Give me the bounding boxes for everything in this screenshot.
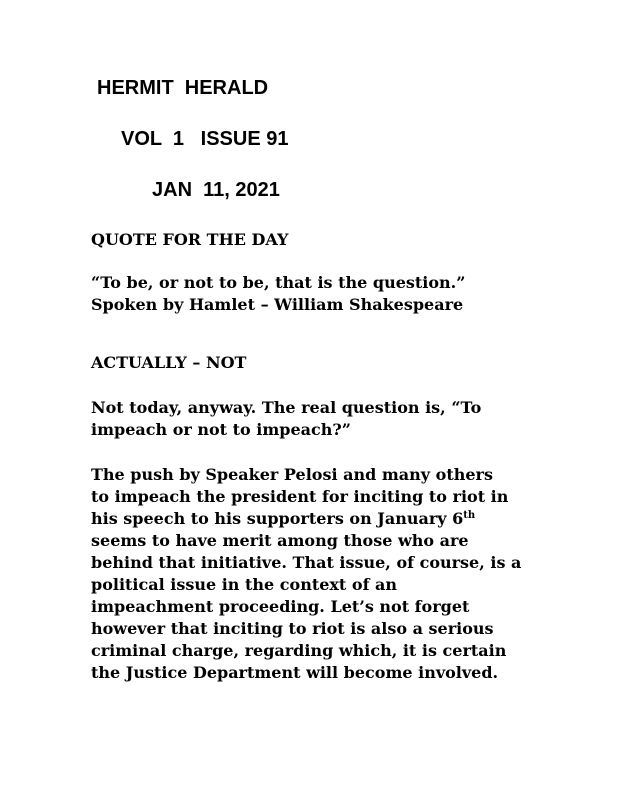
article-paragraph bbox=[91, 464, 561, 684]
quote-heading: QUOTE FOR THE DAY bbox=[91, 230, 289, 249]
article-line: to impeach the president for inciting to riot in bbox=[91, 487, 509, 506]
article-line: impeachment proceeding. Let’s not forget bbox=[91, 597, 470, 616]
article-line: seems to have merit among those who are bbox=[91, 531, 469, 550]
section-heading: ACTUALLY – NOT bbox=[91, 353, 247, 372]
quote-attribution: Spoken by Hamlet – William Shakespeare bbox=[91, 295, 464, 314]
article-line: however that inciting to riot is also a serious bbox=[91, 619, 494, 638]
article-line: his speech to his supporters on January 6 bbox=[91, 509, 464, 528]
article-line: behind that initiative. That issue, of course, is a bbox=[91, 553, 522, 572]
masthead-title: HERMIT HERALD bbox=[97, 77, 269, 99]
article-line-with-ordinal bbox=[91, 508, 561, 530]
issue-date: JAN 11, 2021 bbox=[152, 179, 280, 201]
article-line: criminal charge, regarding which, it is certain bbox=[91, 641, 507, 660]
ordinal-suffix: th bbox=[463, 510, 476, 521]
intro-paragraph: Not today, anyway. The real question is, “To impeach or not to impeach?” bbox=[91, 398, 482, 439]
article-line: The push by Speaker Pelosi and many others bbox=[91, 465, 493, 484]
article-line: the Justice Department will become involved. bbox=[91, 663, 499, 682]
article-line: political issue in the context of an bbox=[91, 575, 398, 594]
volume-issue: VOL 1 ISSUE 91 bbox=[121, 128, 289, 150]
quote-text: “To be, or not to be, that is the question.” bbox=[91, 273, 466, 292]
